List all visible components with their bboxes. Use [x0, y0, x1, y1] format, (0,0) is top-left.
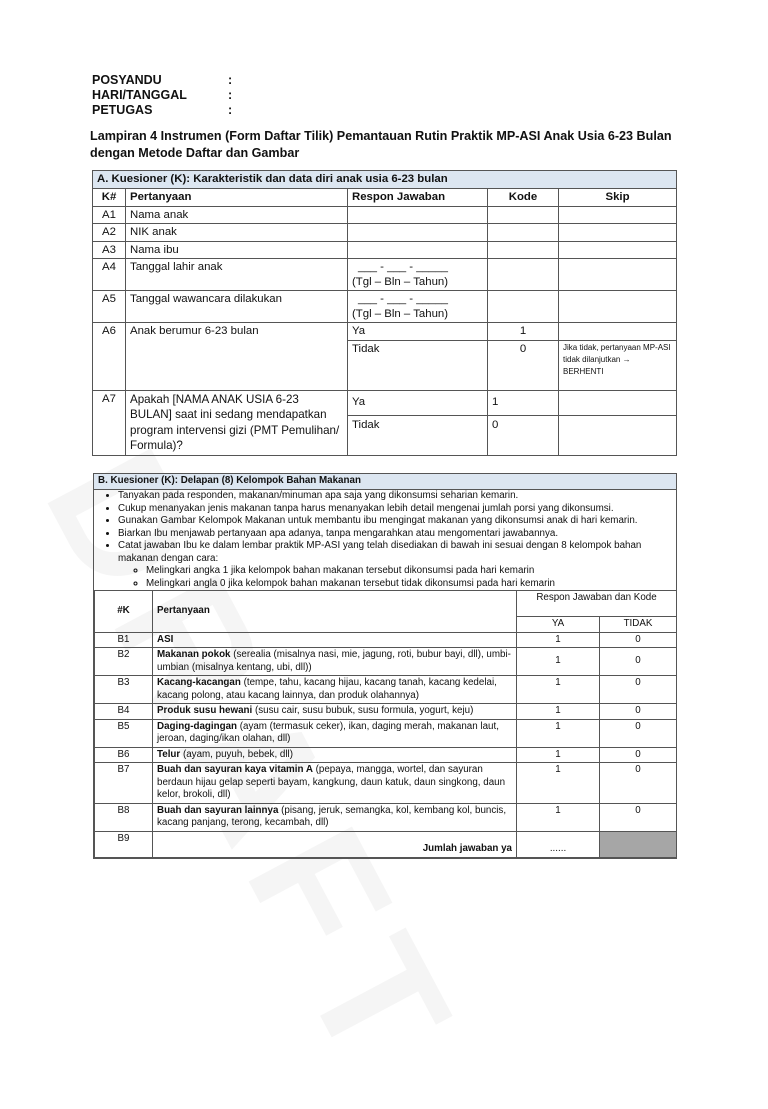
section-b — [93, 473, 677, 859]
ya-code[interactable]: 1 — [517, 632, 600, 648]
row-a4 — [93, 259, 677, 291]
answer-option[interactable]: Ya — [348, 323, 488, 341]
header-hari-tanggal — [92, 88, 232, 102]
ya-code[interactable]: 1 — [517, 747, 600, 763]
row-a2 — [93, 224, 677, 242]
row-b6 — [95, 747, 677, 763]
date-format: (Tgl – Bln – Tahun) — [352, 307, 449, 320]
row-code: B9 — [95, 831, 153, 857]
row-question — [153, 763, 517, 804]
header-sep: : — [228, 88, 233, 102]
row-a3 — [93, 241, 677, 259]
row-b8 — [95, 803, 677, 831]
header-label: PETUGAS — [92, 103, 153, 117]
food-group: Buah dan sayuran lainnya — [157, 804, 279, 816]
date-blank: ___ - ___ - _____ — [358, 261, 448, 273]
row-question — [153, 719, 517, 747]
gray-cell — [600, 831, 677, 857]
code-cell[interactable] — [488, 224, 559, 242]
instruction-item — [118, 540, 676, 590]
row-b7 — [95, 763, 677, 804]
skip-cell — [559, 415, 677, 455]
section-a-heading: A. Kuesioner (K): Karakteristik dan data diri anak usia 6-23 bulan — [93, 171, 677, 189]
total-label: Jumlah jawaban ya — [153, 831, 517, 857]
row-code: B5 — [95, 719, 153, 747]
row-code: B8 — [95, 803, 153, 831]
sub-instruction-item: ◦ Melingkari angla 0 jika kelompok bahan makanan tersebut tidak dikonsumsi pada hari kemarin — [146, 578, 676, 591]
row-b2 — [95, 648, 677, 676]
row-code: B2 — [95, 648, 153, 676]
instruction-item: • Biarkan Ibu menjawab pertanyaan apa adanya, tanpa mengarahkan atau mengomentari jawabannya. — [118, 528, 676, 541]
code-cell[interactable] — [488, 241, 559, 259]
col-respon: Respon Jawaban dan Kode — [517, 591, 677, 617]
skip-cell — [559, 241, 677, 259]
col-ya: YA — [517, 617, 600, 633]
row-question: Nama ibu — [126, 241, 348, 259]
col-pertanyaan: Pertanyaan — [153, 591, 517, 633]
answer-code[interactable]: 1 — [488, 390, 559, 415]
answer-cell[interactable] — [348, 241, 488, 259]
answer-option[interactable]: Ya — [348, 390, 488, 415]
ya-code[interactable]: 1 — [517, 803, 600, 831]
code-cell[interactable] — [488, 291, 559, 323]
row-a6-ya — [93, 323, 677, 341]
row-question: Tanggal lahir anak — [126, 259, 348, 291]
sub-instruction-list — [118, 565, 676, 590]
header-label: HARI/TANGGAL — [92, 88, 187, 102]
answer-code[interactable]: 0 — [488, 415, 559, 455]
row-code: A1 — [93, 206, 126, 224]
food-examples: (susu cair, susu bubuk, susu formula, yogurt, keju) — [252, 705, 474, 716]
food-group: Telur — [157, 748, 181, 760]
skip-cell — [559, 291, 677, 323]
row-code: B3 — [95, 676, 153, 704]
tidak-code[interactable]: 0 — [600, 648, 677, 676]
row-question — [153, 704, 517, 720]
row-b1 — [95, 632, 677, 648]
answer-cell[interactable] — [348, 291, 488, 323]
food-group: ASI — [157, 633, 174, 645]
row-question: Nama anak — [126, 206, 348, 224]
tidak-code[interactable]: 0 — [600, 763, 677, 804]
section-b-heading: B. Kuesioner (K): Delapan (8) Kelompok Bahan Makanan — [94, 474, 676, 490]
skip-cell — [559, 323, 677, 341]
row-b9 — [95, 831, 677, 857]
date-blank: ___ - ___ - _____ — [358, 293, 448, 305]
col-respon: Respon Jawaban — [348, 189, 488, 207]
instruction-list — [94, 490, 676, 590]
tidak-code[interactable]: 0 — [600, 704, 677, 720]
header-sep: : — [228, 73, 233, 87]
section-a-table — [92, 170, 677, 456]
tidak-code[interactable]: 0 — [600, 719, 677, 747]
food-examples: (pepaya, mangga, wortel, dan sayuran berdaun hijau gelap seperti bayam, kangkung, daun katuk, daun singkong, daun kelor, brokoli, dll) — [157, 764, 506, 800]
code-cell[interactable] — [488, 259, 559, 291]
row-code: A7 — [93, 390, 126, 455]
food-examples: (tempe, tahu, kacang hijau, kacang tanah, kacang kedelai, kacang polong, atau kacang lainnya, dan produk olahannya) — [157, 677, 497, 701]
row-code: B1 — [95, 632, 153, 648]
row-question — [153, 747, 517, 763]
row-b4 — [95, 704, 677, 720]
col-kode: Kode — [488, 189, 559, 207]
row-code: A6 — [93, 323, 126, 391]
food-group: Kacang-kacangan — [157, 677, 241, 688]
header-label: POSYANDU — [92, 73, 162, 87]
row-question — [153, 803, 517, 831]
row-question — [153, 648, 517, 676]
skip-cell — [559, 224, 677, 242]
col-pertanyaan: Pertanyaan — [126, 189, 348, 207]
code-cell[interactable] — [488, 206, 559, 224]
section-b-table — [94, 590, 677, 858]
total-value[interactable]: ...... — [517, 831, 600, 857]
header-posyandu — [92, 73, 232, 87]
tidak-code[interactable]: 0 — [600, 747, 677, 763]
row-code: B4 — [95, 704, 153, 720]
header-sep: : — [228, 103, 233, 117]
header-petugas — [92, 103, 232, 117]
answer-code[interactable]: 0 — [488, 340, 559, 390]
row-question: Anak berumur 6-23 bulan — [126, 323, 348, 391]
food-group: Produk susu hewani — [157, 705, 253, 716]
answer-cell[interactable] — [348, 206, 488, 224]
food-group: Makanan pokok — [157, 649, 231, 660]
answer-code[interactable]: 1 — [488, 323, 559, 341]
food-examples: (ayam (termasuk ceker), ikan, daging merah, makanan laut, jeroan, daging/ikan olahan, dll) — [157, 720, 499, 744]
ya-code[interactable]: 1 — [517, 763, 600, 804]
col-tidak: TIDAK — [600, 617, 677, 633]
answer-cell[interactable] — [348, 259, 488, 291]
ya-code[interactable]: 1 — [517, 704, 600, 720]
instruction-text: Catat jawaban Ibu ke dalam lembar praktik MP-ASI yang telah disediakan di bawah ini sesuai dengan 8 kelompok bahan makanan dengan cara: — [118, 540, 642, 564]
sub-instruction-item: ◦ Melingkari angka 1 jika kelompok bahan makanan tersebut dikonsumsi pada hari kemarin — [146, 565, 676, 578]
row-code: A3 — [93, 241, 126, 259]
food-group: Buah dan sayuran kaya vitamin A — [157, 764, 313, 775]
row-question: NIK anak — [126, 224, 348, 242]
row-question: Tanggal wawancara dilakukan — [126, 291, 348, 323]
ya-code[interactable]: 1 — [517, 719, 600, 747]
col-skip: Skip — [559, 189, 677, 207]
row-b3 — [95, 676, 677, 704]
row-a5 — [93, 291, 677, 323]
tidak-code[interactable]: 0 — [600, 676, 677, 704]
row-question — [153, 632, 517, 648]
row-code: A2 — [93, 224, 126, 242]
skip-cell — [559, 206, 677, 224]
row-a1 — [93, 206, 677, 224]
instruction-item: • Tanyakan pada responden, makanan/minuman apa saja yang dikonsumsi seharian kemarin. — [118, 490, 676, 503]
row-code: B7 — [95, 763, 153, 804]
answer-option[interactable]: Tidak — [348, 340, 488, 390]
food-examples: (pisang, jeruk, semangka, kol, kembang kol, buncis, kacang panjang, terong, kecambah, dll) — [157, 804, 507, 828]
skip-cell — [559, 259, 677, 291]
instruction-item: • Cukup menanyakan jenis makanan tanpa harus menanyakan lebih detail mengenai jumlah porsi yang dikonsumsi. — [118, 503, 676, 516]
row-code: B6 — [95, 747, 153, 763]
instruction-item: • Gunakan Gambar Kelompok Makanan untuk membantu ibu mengingat makanan yang dikonsumsi anak di hari kemarin. — [118, 515, 676, 528]
row-question — [153, 676, 517, 704]
col-k: #K — [95, 591, 153, 633]
row-code: A5 — [93, 291, 126, 323]
col-k: K# — [93, 189, 126, 207]
ya-code[interactable]: 1 — [517, 648, 600, 676]
skip-cell — [559, 390, 677, 415]
row-code: A4 — [93, 259, 126, 291]
food-examples: (serealia (misalnya nasi, mie, jagung, roti, bubur bayi, dll), umbi-umbian (misalnya kentang, ubi, dll)) — [157, 649, 511, 673]
answer-cell[interactable] — [348, 224, 488, 242]
document-title: Lampiran 4 Instrumen (Form Daftar Tilik) Pemantauan Rutin Praktik MP-ASI Anak Usia 6-23 Bulan dengan Metode Daftar dan Gambar — [90, 129, 672, 160]
ya-code[interactable]: 1 — [517, 676, 600, 704]
answer-option[interactable]: Tidak — [348, 415, 488, 455]
row-a7-ya — [93, 390, 677, 415]
skip-note: Jika tidak, pertanyaan MP-ASI tidak dilanjutkan → BERHENTI — [559, 340, 677, 390]
tidak-code[interactable]: 0 — [600, 803, 677, 831]
row-question: Apakah [NAMA ANAK USIA 6-23 BULAN] saat ini sedang mendapatkan program intervensi gizi (PMT Pemulihan/ Formula)? — [126, 390, 348, 455]
food-group: Daging-dagingan — [157, 720, 238, 732]
row-b5 — [95, 719, 677, 747]
date-format: (Tgl – Bln – Tahun) — [352, 275, 449, 288]
tidak-code[interactable]: 0 — [600, 632, 677, 648]
food-examples: (ayam, puyuh, bebek, dll) — [180, 748, 293, 760]
